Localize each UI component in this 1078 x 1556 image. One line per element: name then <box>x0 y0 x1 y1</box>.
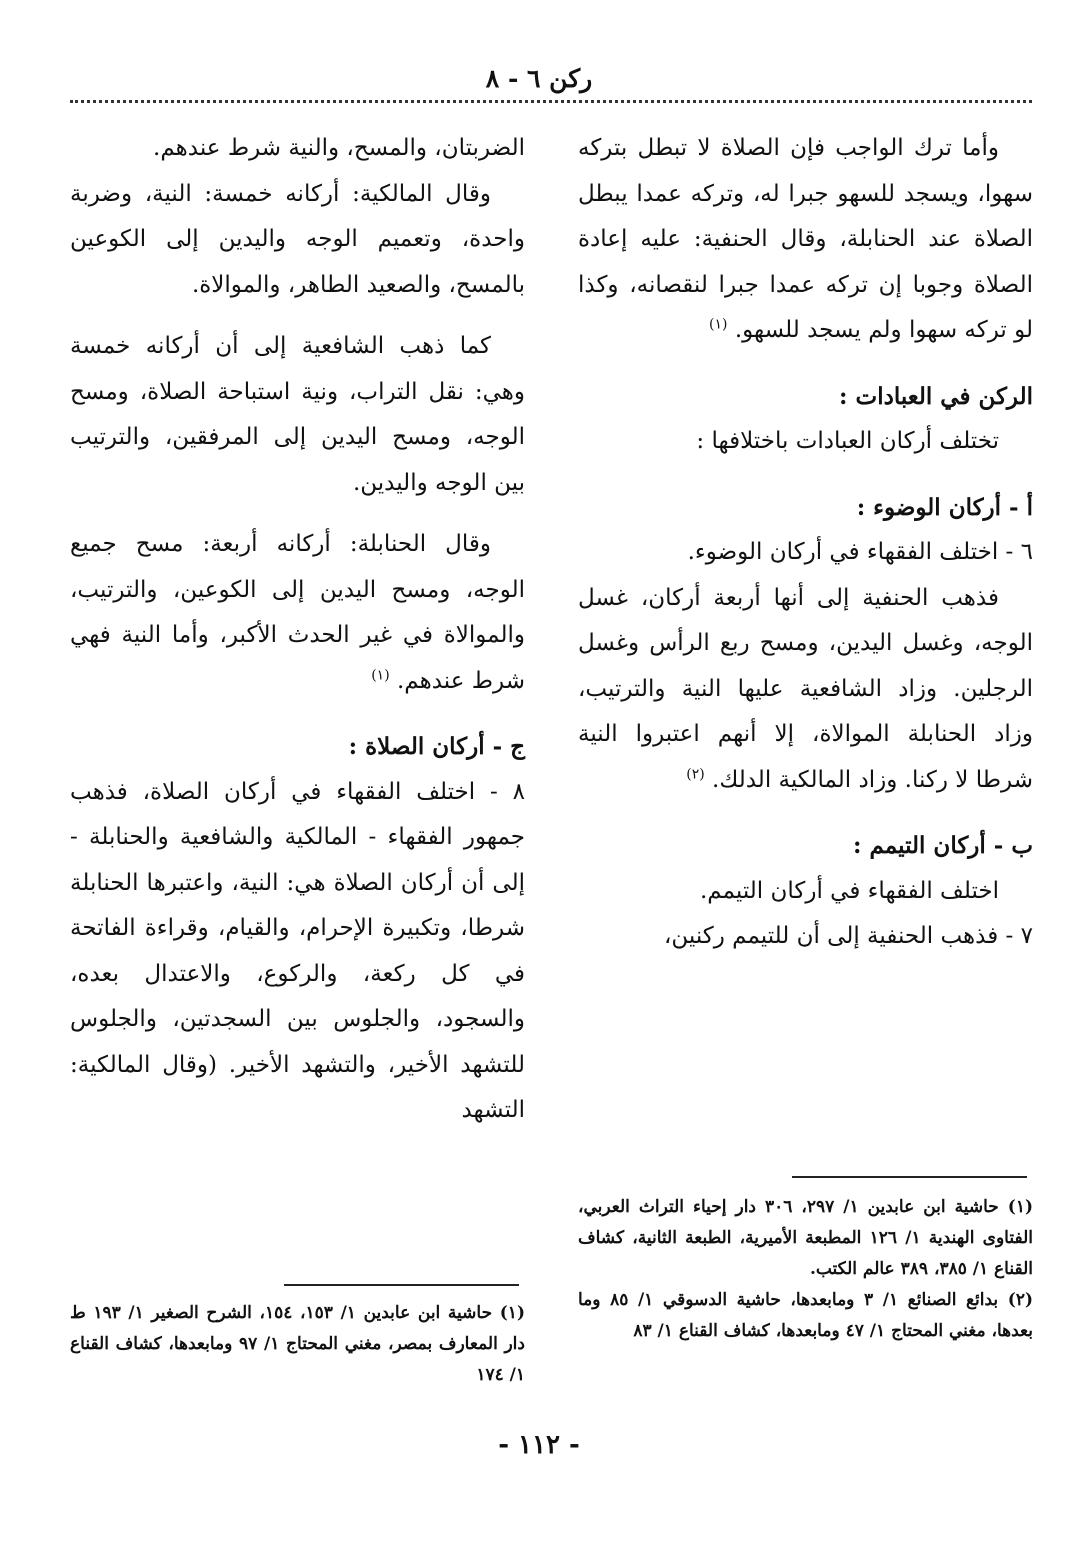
footnote: (١) حاشية ابن عابدين ١/ ٢٩٧، ٣٠٦ دار إحياء التراث العربي، الفتاوى الهندية ١/ ١٢٦ المطبعة الأميرية، الطبعة الثانية، كشاف القناع ١/ ٣٨٥، ٣٨٩ عالم الكتب. <box>578 1197 1033 1279</box>
footnote-ref: (٢) <box>686 765 705 782</box>
paragraph: كما ذهب الشافعية إلى أن أركانه خمسة وهي: نقل التراب، ونية استباحة الصلاة، ومسح الوجه، ومسح اليدين إلى المرفقين، والترتيب بين الوجه واليدين. <box>70 333 525 496</box>
paragraph-text: وأما ترك الواجب فإن الصلاة لا تبطل بتركه سهوا، ويسجد للسهو جبرا له، وتركه عمدا يبطل الصلاة عند الحنابلة، وقال الحنفية: عليه إعادة الصلاة وجوبا إن تركه عمدا جبرا لنقصانه، وكذا لو تركه سهوا ولم يسجد للسهو. <box>578 135 1033 343</box>
left-column <box>70 126 525 1150</box>
paragraph: تختلف أركان العبادات باختلافها : <box>696 428 999 454</box>
section-heading: ج - أركان الصلاة : <box>348 733 525 760</box>
paragraph-text: فذهب الحنفية إلى أنها أربعة أركان، غسل الوجه، وغسل اليدين، ومسح ربع الرأس وغسل الرجلين. وزاد الشافعية عليها النية والترتيب، وزاد الحنابلة الموالاة، إلا أنهم اعتبروا النية شرطا لا ركنا. وزاد المالكية الدلك. <box>578 584 1033 793</box>
paragraph-text: وقال الحنابلة: أركانه أربعة: مسح جميع الوجه، ومسح اليدين إلى الكوعين، والترتيب، والموالاة في غير الحدث الأكبر، وأما النية فهي شرط عندهم. <box>70 531 525 694</box>
paragraph: الضربتان، والمسح، والنية شرط عندهم. <box>153 135 525 161</box>
paragraph <box>578 126 1033 354</box>
footnote-rule <box>284 1284 519 1286</box>
footnotes-left <box>70 1298 525 1391</box>
paragraph: ٧ - فذهب الحنفية إلى أن للتيمم ركنين، <box>663 923 1033 949</box>
paragraph: اختلف الفقهاء في أركان التيمم. <box>699 877 999 904</box>
footnote-ref: (١) <box>709 316 728 333</box>
section-heading: ب - أركان التيمم : <box>853 832 1033 859</box>
section-heading: أ - أركان الوضوء : <box>856 493 1033 521</box>
footnote-rule <box>792 1176 1027 1178</box>
footnote: (٢) بدائع الصنائع ١/ ٣ ومابعدها، حاشية الدسوقي ١/ ٨٥ وما بعدها، مغني المحتاج ١/ ٤٧ ومابعدها، كشاف القناع ١/ ٨٣ <box>578 1290 1033 1341</box>
footnotes-right <box>578 1192 1033 1347</box>
paragraph: وقال المالكية: أركانه خمسة: النية، وضربة واحدة، وتعميم الوجه واليدين إلى الكوعين بالمسح، والصعيد الطاهر، والموالاة. <box>70 180 525 298</box>
running-header: ركن ٦ - ٨ <box>485 64 593 93</box>
paragraph: ٦ - اختلف الفقهاء في أركان الوضوء. <box>687 539 1033 565</box>
paragraph <box>578 576 1033 804</box>
section-heading: الركن في العبادات : <box>839 382 1033 410</box>
header-dotted-rule <box>70 100 1032 103</box>
right-column <box>578 126 1033 976</box>
footnote-ref: (١) <box>371 666 390 683</box>
paragraph: ٨ - اختلف الفقهاء في أركان الصلاة، فذهب جمهور الفقهاء - المالكية والشافعية والحنابلة - إلى أن أركان الصلاة هي: النية، واعتبرها الحنابلة شرطا، وتكبيرة الإحرام، والقيام، وقراءة الفاتحة في كل ركعة، والركوع، والاعتدال بعده، والسجود، والجلوس بين السجدتين، والجلوس للتشهد الأخير، والتشهد الأخير. (وقال المالكية: التشهد <box>70 778 525 1123</box>
footnote: (١) حاشية ابن عابدين ١/ ١٥٣، ١٥٤، الشرح الصغير ١/ ١٩٣ ط دار المعارف بمصر، مغني المحتاج ١/ ٩٧ ومابعدها، كشاف القناع ١/ ١٧٤ <box>70 1303 525 1385</box>
page-number: - ١١٢ - <box>498 1430 580 1460</box>
paragraph <box>70 522 525 704</box>
